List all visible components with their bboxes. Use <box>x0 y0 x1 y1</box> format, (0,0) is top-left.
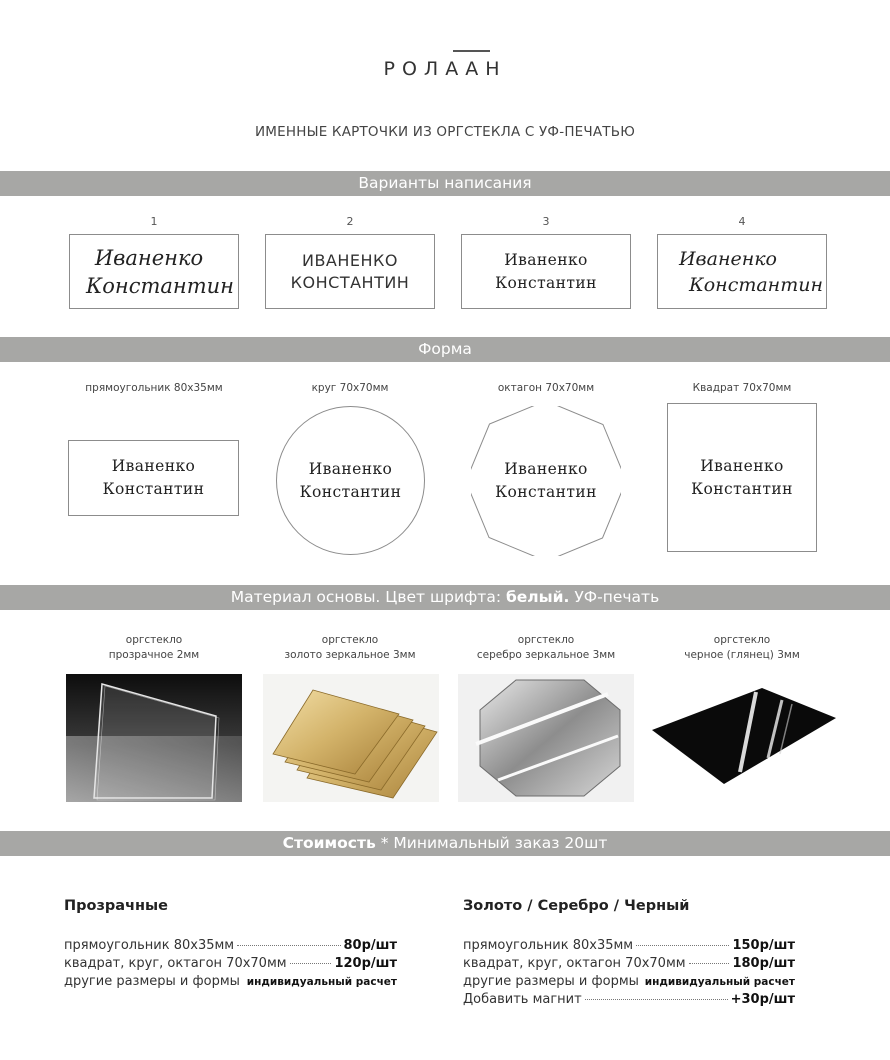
price-title-colored: Золото / Серебро / Черный <box>463 898 690 914</box>
material-label-line: черное (глянец) 3мм <box>684 649 800 661</box>
shape-octagon <box>471 406 621 556</box>
variant-card-serif <box>461 234 631 309</box>
material-label-line: оргстекло <box>713 634 771 646</box>
material-label <box>260 633 440 663</box>
price-label: другие размеры и формы <box>64 974 240 989</box>
page-subtitle: ИМЕННЫЕ КАРТОЧКИ ИЗ ОРГСТЕКЛА С УФ-ПЕЧАТЬЮ <box>255 124 635 140</box>
material-photo-black <box>652 674 836 802</box>
material-label-line: оргстекло <box>517 634 575 646</box>
card-line-2: Константин <box>102 480 205 498</box>
price-label: квадрат, круг, октагон 70х70мм <box>64 956 287 971</box>
price-value: 120р/шт <box>334 956 397 971</box>
card-line-2: Константин <box>689 273 823 296</box>
dot-leader <box>585 999 728 1000</box>
card-line-1: Иваненко <box>678 247 777 270</box>
card-line-1: Иваненко <box>94 245 204 270</box>
variant-card-caps <box>265 234 435 309</box>
shape-rectangle <box>68 440 239 516</box>
material-bold: белый. <box>505 588 570 606</box>
variant-number: 3 <box>542 215 550 228</box>
logo-accent-bar <box>453 50 490 52</box>
card-line-2: Константин <box>495 483 597 501</box>
card-line-1: Иваненко <box>504 460 588 478</box>
price-row <box>463 992 795 1010</box>
price-value: 80р/шт <box>343 938 397 953</box>
variant-card-calligraphy <box>657 234 827 309</box>
card-line-2: Константин <box>85 273 235 298</box>
shape-label: Квадрат 70х70мм <box>692 382 792 394</box>
card-line-2: Константин <box>299 482 402 501</box>
price-row <box>64 974 397 992</box>
price-label: Добавить магнит <box>463 992 582 1007</box>
price-row <box>463 974 795 992</box>
price-list-colored <box>463 938 795 1010</box>
price-label: прямоугольник 80х35мм <box>463 938 634 953</box>
brand-logo: РОЛААН <box>383 58 507 80</box>
material-label-line: оргстекло <box>321 634 379 646</box>
price-value: индивидуальный расчет <box>644 976 795 988</box>
price-title-clear: Прозрачные <box>64 898 168 914</box>
variant-card-script <box>69 234 239 309</box>
card-line-2: КОНСТАНТИН <box>290 272 410 292</box>
material-label <box>64 633 244 663</box>
price-value: 180р/шт <box>732 956 795 971</box>
price-list-clear <box>64 938 397 992</box>
material-suffix: УФ-печать <box>569 588 660 606</box>
shape-circle <box>276 406 425 555</box>
price-row <box>64 938 397 956</box>
shape-label: круг 70х70мм <box>311 382 389 394</box>
dot-leader <box>689 963 730 964</box>
shape-square <box>667 403 817 552</box>
section-bar-cost <box>0 831 890 856</box>
card-line-2: Константин <box>691 479 793 498</box>
price-value: 150р/шт <box>732 938 795 953</box>
material-label-line: серебро зеркальное 3мм <box>476 649 616 661</box>
variant-number: 1 <box>150 215 158 228</box>
price-row <box>64 956 397 974</box>
card-line-1: Иваненко <box>111 457 196 475</box>
material-label-line: оргстекло <box>125 634 183 646</box>
card-line-1: Иваненко <box>308 459 393 478</box>
card-line-1: Иваненко <box>700 456 784 475</box>
material-photo-gold <box>263 674 439 802</box>
dot-leader <box>636 945 729 946</box>
price-value: +30р/шт <box>730 992 795 1007</box>
material-label-line: прозрачное 2мм <box>108 649 200 661</box>
price-row <box>463 956 795 974</box>
price-label: квадрат, круг, октагон 70х70мм <box>463 956 686 971</box>
material-photo-silver <box>458 674 634 802</box>
shape-label: октагон 70х70мм <box>497 382 595 394</box>
dot-leader <box>237 945 340 946</box>
cost-rest: * Минимальный заказ 20шт <box>375 834 608 852</box>
cost-bold: Стоимость <box>282 834 376 852</box>
price-label: прямоугольник 80х35мм <box>64 938 235 953</box>
price-value: индивидуальный расчет <box>246 976 397 988</box>
variant-number: 4 <box>738 215 746 228</box>
shape-label: прямоугольник 80х35мм <box>85 382 223 394</box>
dot-leader <box>290 963 332 964</box>
section-bar-shape: Форма <box>0 337 890 362</box>
card-line-2: Константин <box>495 273 597 292</box>
section-bar-variants: Варианты написания <box>0 171 890 196</box>
price-row <box>463 938 795 956</box>
material-photo-clear <box>66 674 242 802</box>
section-bar-material <box>0 585 890 610</box>
card-line-1: ИВАНЕНКО <box>301 250 398 270</box>
variant-number: 2 <box>346 215 354 228</box>
material-label <box>652 633 832 663</box>
material-label-line: золото зеркальное 3мм <box>284 649 416 661</box>
material-prefix: Материал основы. Цвет шрифта: <box>230 588 506 606</box>
material-label <box>456 633 636 663</box>
card-line-1: Иваненко <box>504 250 588 269</box>
price-label: другие размеры и формы <box>463 974 639 989</box>
